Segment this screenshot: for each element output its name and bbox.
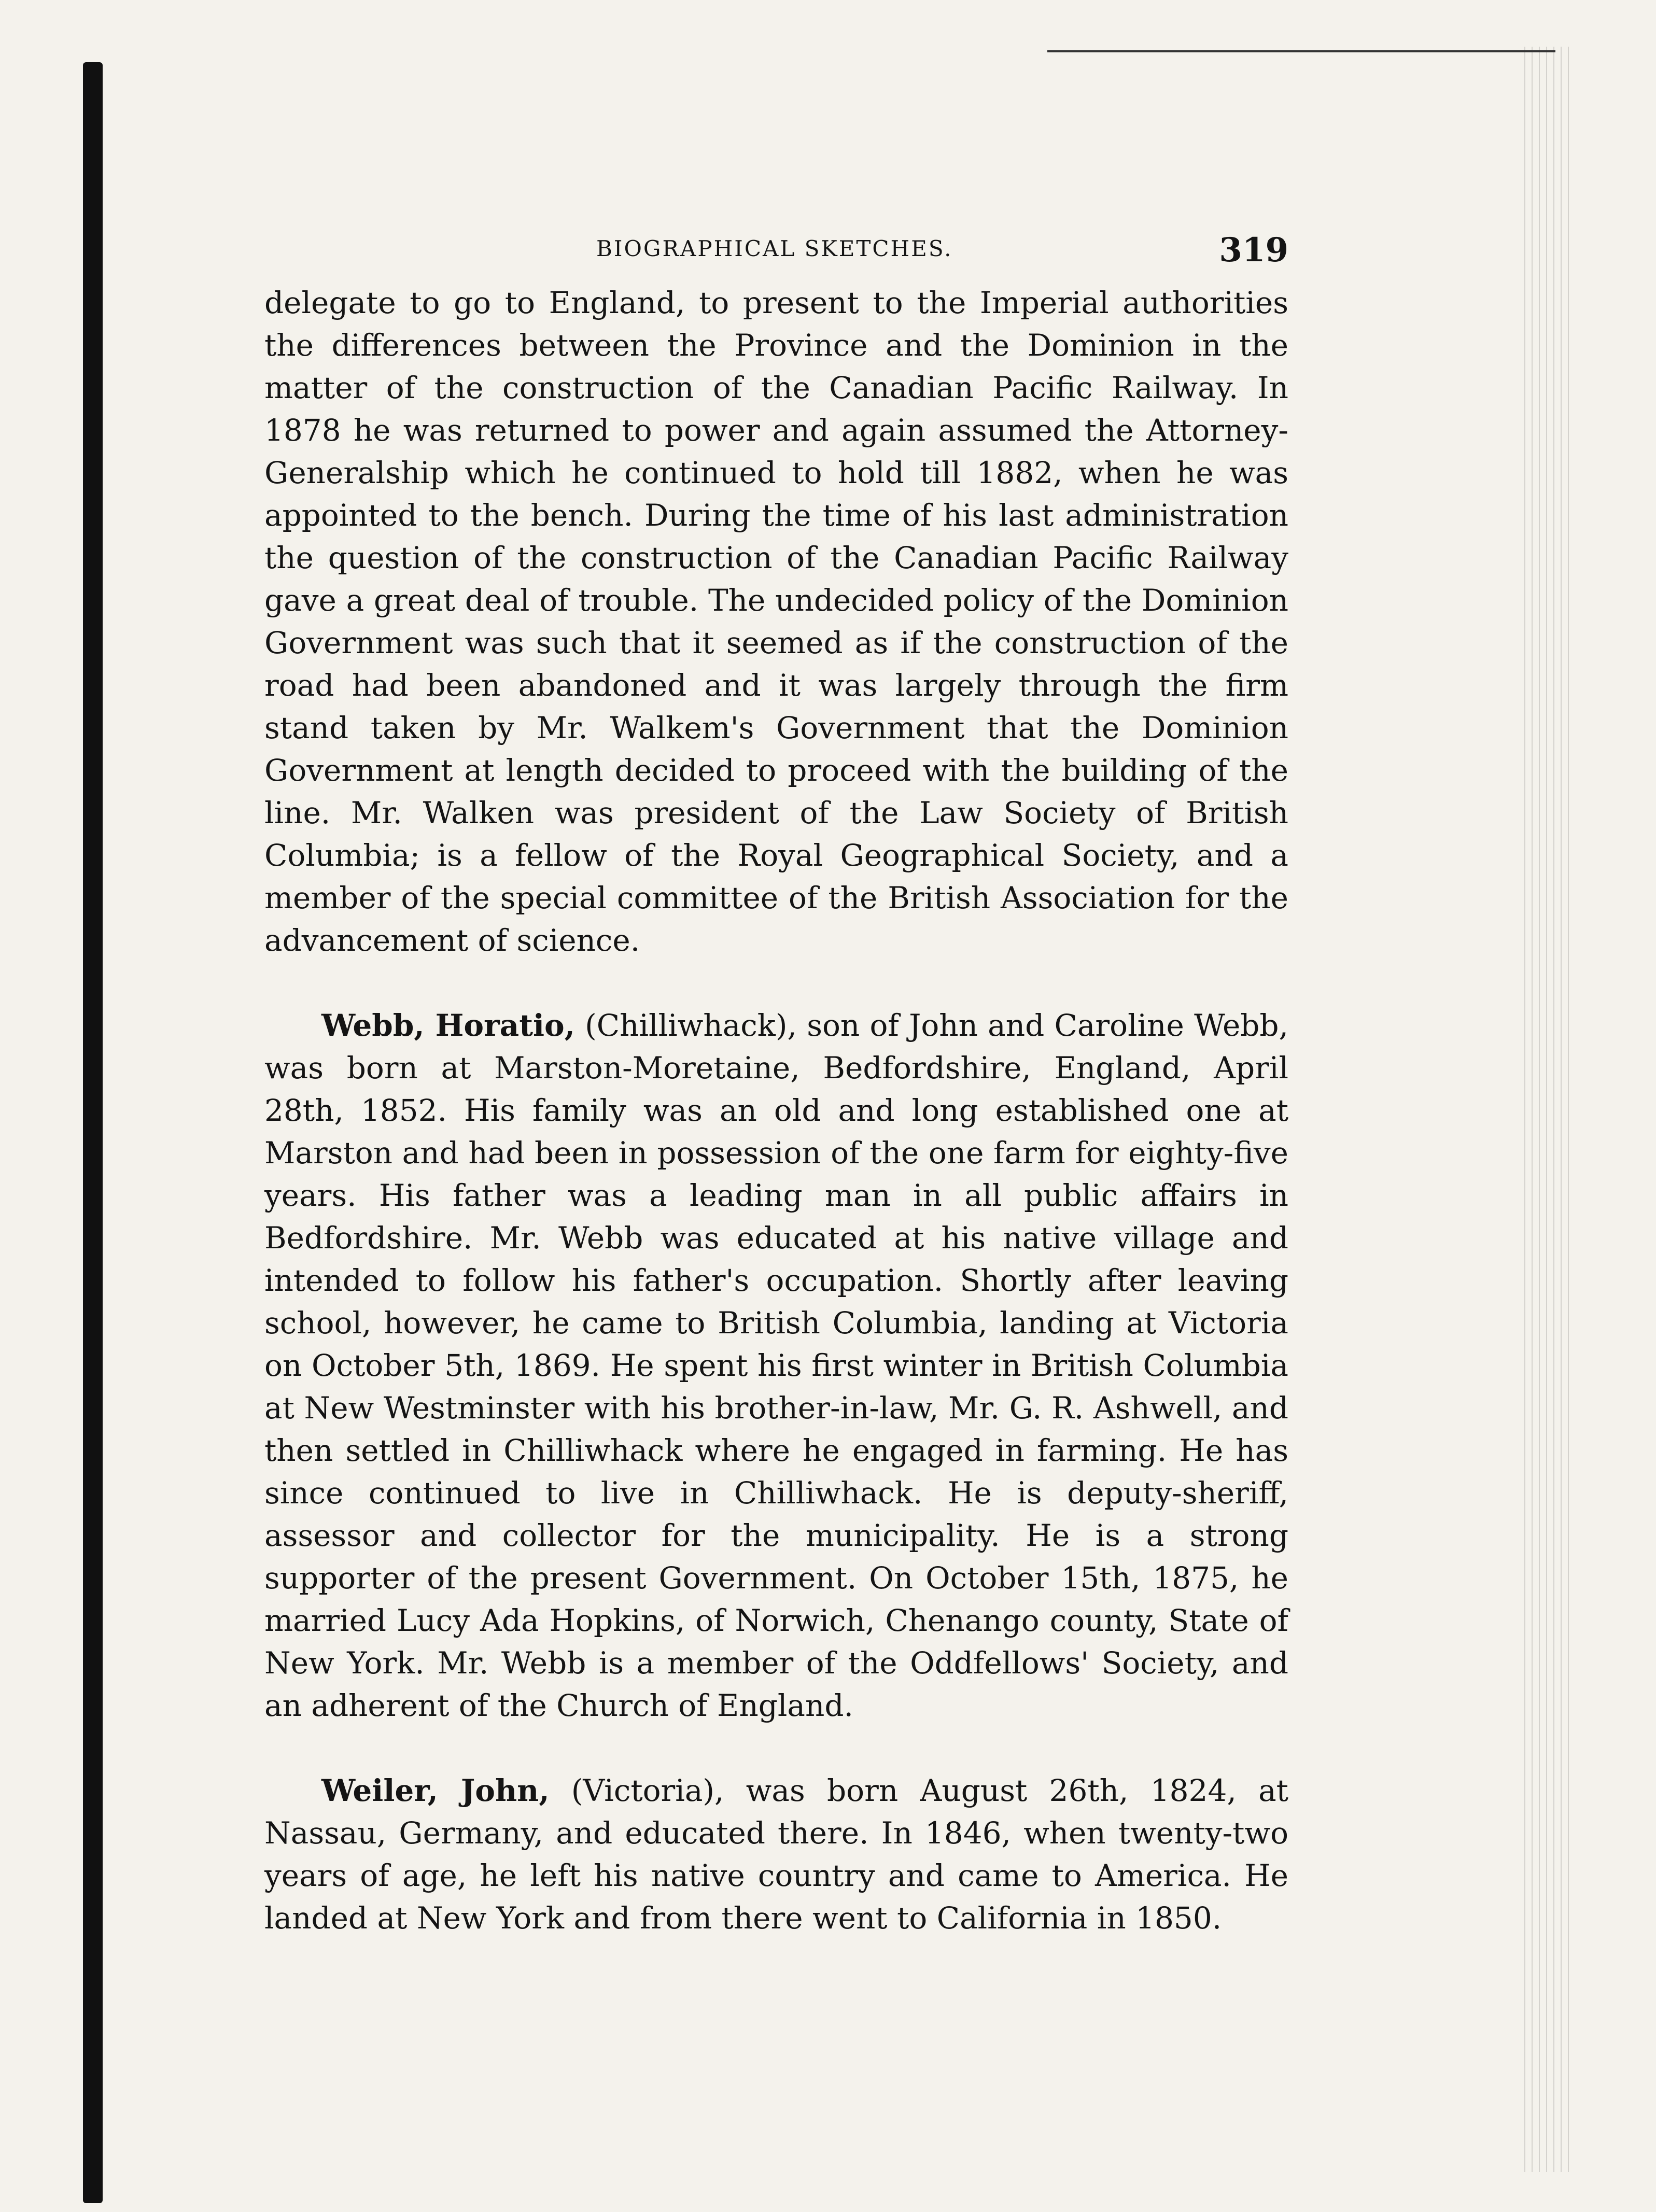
book-spine-shadow [83, 62, 103, 2203]
entry-webb [264, 1004, 1288, 1727]
running-head: BIOGRAPHICAL SKETCHES. [596, 236, 953, 261]
book-page [264, 231, 1288, 2045]
page-edge-lines [1524, 47, 1571, 2172]
page-header [264, 231, 1288, 277]
entry-name: Weiler, John, [321, 1773, 550, 1808]
entry-text: (Chilliwhack), son of John and Caroline Webb, was born at Marston-Moretaine, Bedfordshire, England, April 28th, 1852. His family was an old and long established one at Marston and had been in possession of the one farm for eighty-five years. His father was a leading man in all public affairs in Bedfordshire. Mr. Webb was educated at his native village and intended to follow his father's occupation. Shortly after leaving school, however, he came to British Columbia, landing at Victoria on October 5th, 1869. He spent his first winter in British Columbia at New Westminster with his brother-in-law, Mr. G. R. Ashwell, and then settled in Chilliwhack where he engaged in farming. He has since continued to live in Chilliwhack. He is deputy-sheriff, assessor and collector for the municipality. He is a strong supporter of the present Government. On October 15th, 1875, he married Lucy Ada Hopkins, of Norwich, Chenango county, State of New York. Mr. Webb is a member of the Oddfellows' Society, and an adherent of the Church of England. [264, 1008, 1288, 1723]
top-edge-rule [1047, 50, 1555, 52]
entry-weiler [264, 1769, 1288, 1939]
page-number: 319 [1219, 231, 1288, 270]
entry-text: (Victoria), was born August 26th, 1824, at Nassau, Germany, and educated there. In 1846, when twenty-two years of age, he left his native country and came to America. He landed at New York and from there went to California in 1850. [264, 1773, 1288, 1936]
continuation-paragraph: delegate to go to England, to present to the Imperial authorities the differences between the Province and the Dominion in the matter of the construction of the Canadian Pacific Railway. In 1878 he was returned to power and again assumed the Attorney-Generalship which he continued to hold till 1882, when he was appointed to the bench. During the time of his last administration the question of the construction of the Canadian Pacific Railway gave a great deal of trouble. The undecided policy of the Dominion Government was such that it seemed as if the construction of the road had been abandoned and it was largely through the firm stand taken by Mr. Walkem's Government that the Dominion Government at length decided to proceed with the building of the line. Mr. Walken was president of the Law Society of British Columbia; is a fellow of the Royal Geographical Society, and a member of the special committee of the British Association for the advancement of science. [264, 285, 1288, 958]
entry-name: Webb, Horatio, [321, 1008, 575, 1043]
